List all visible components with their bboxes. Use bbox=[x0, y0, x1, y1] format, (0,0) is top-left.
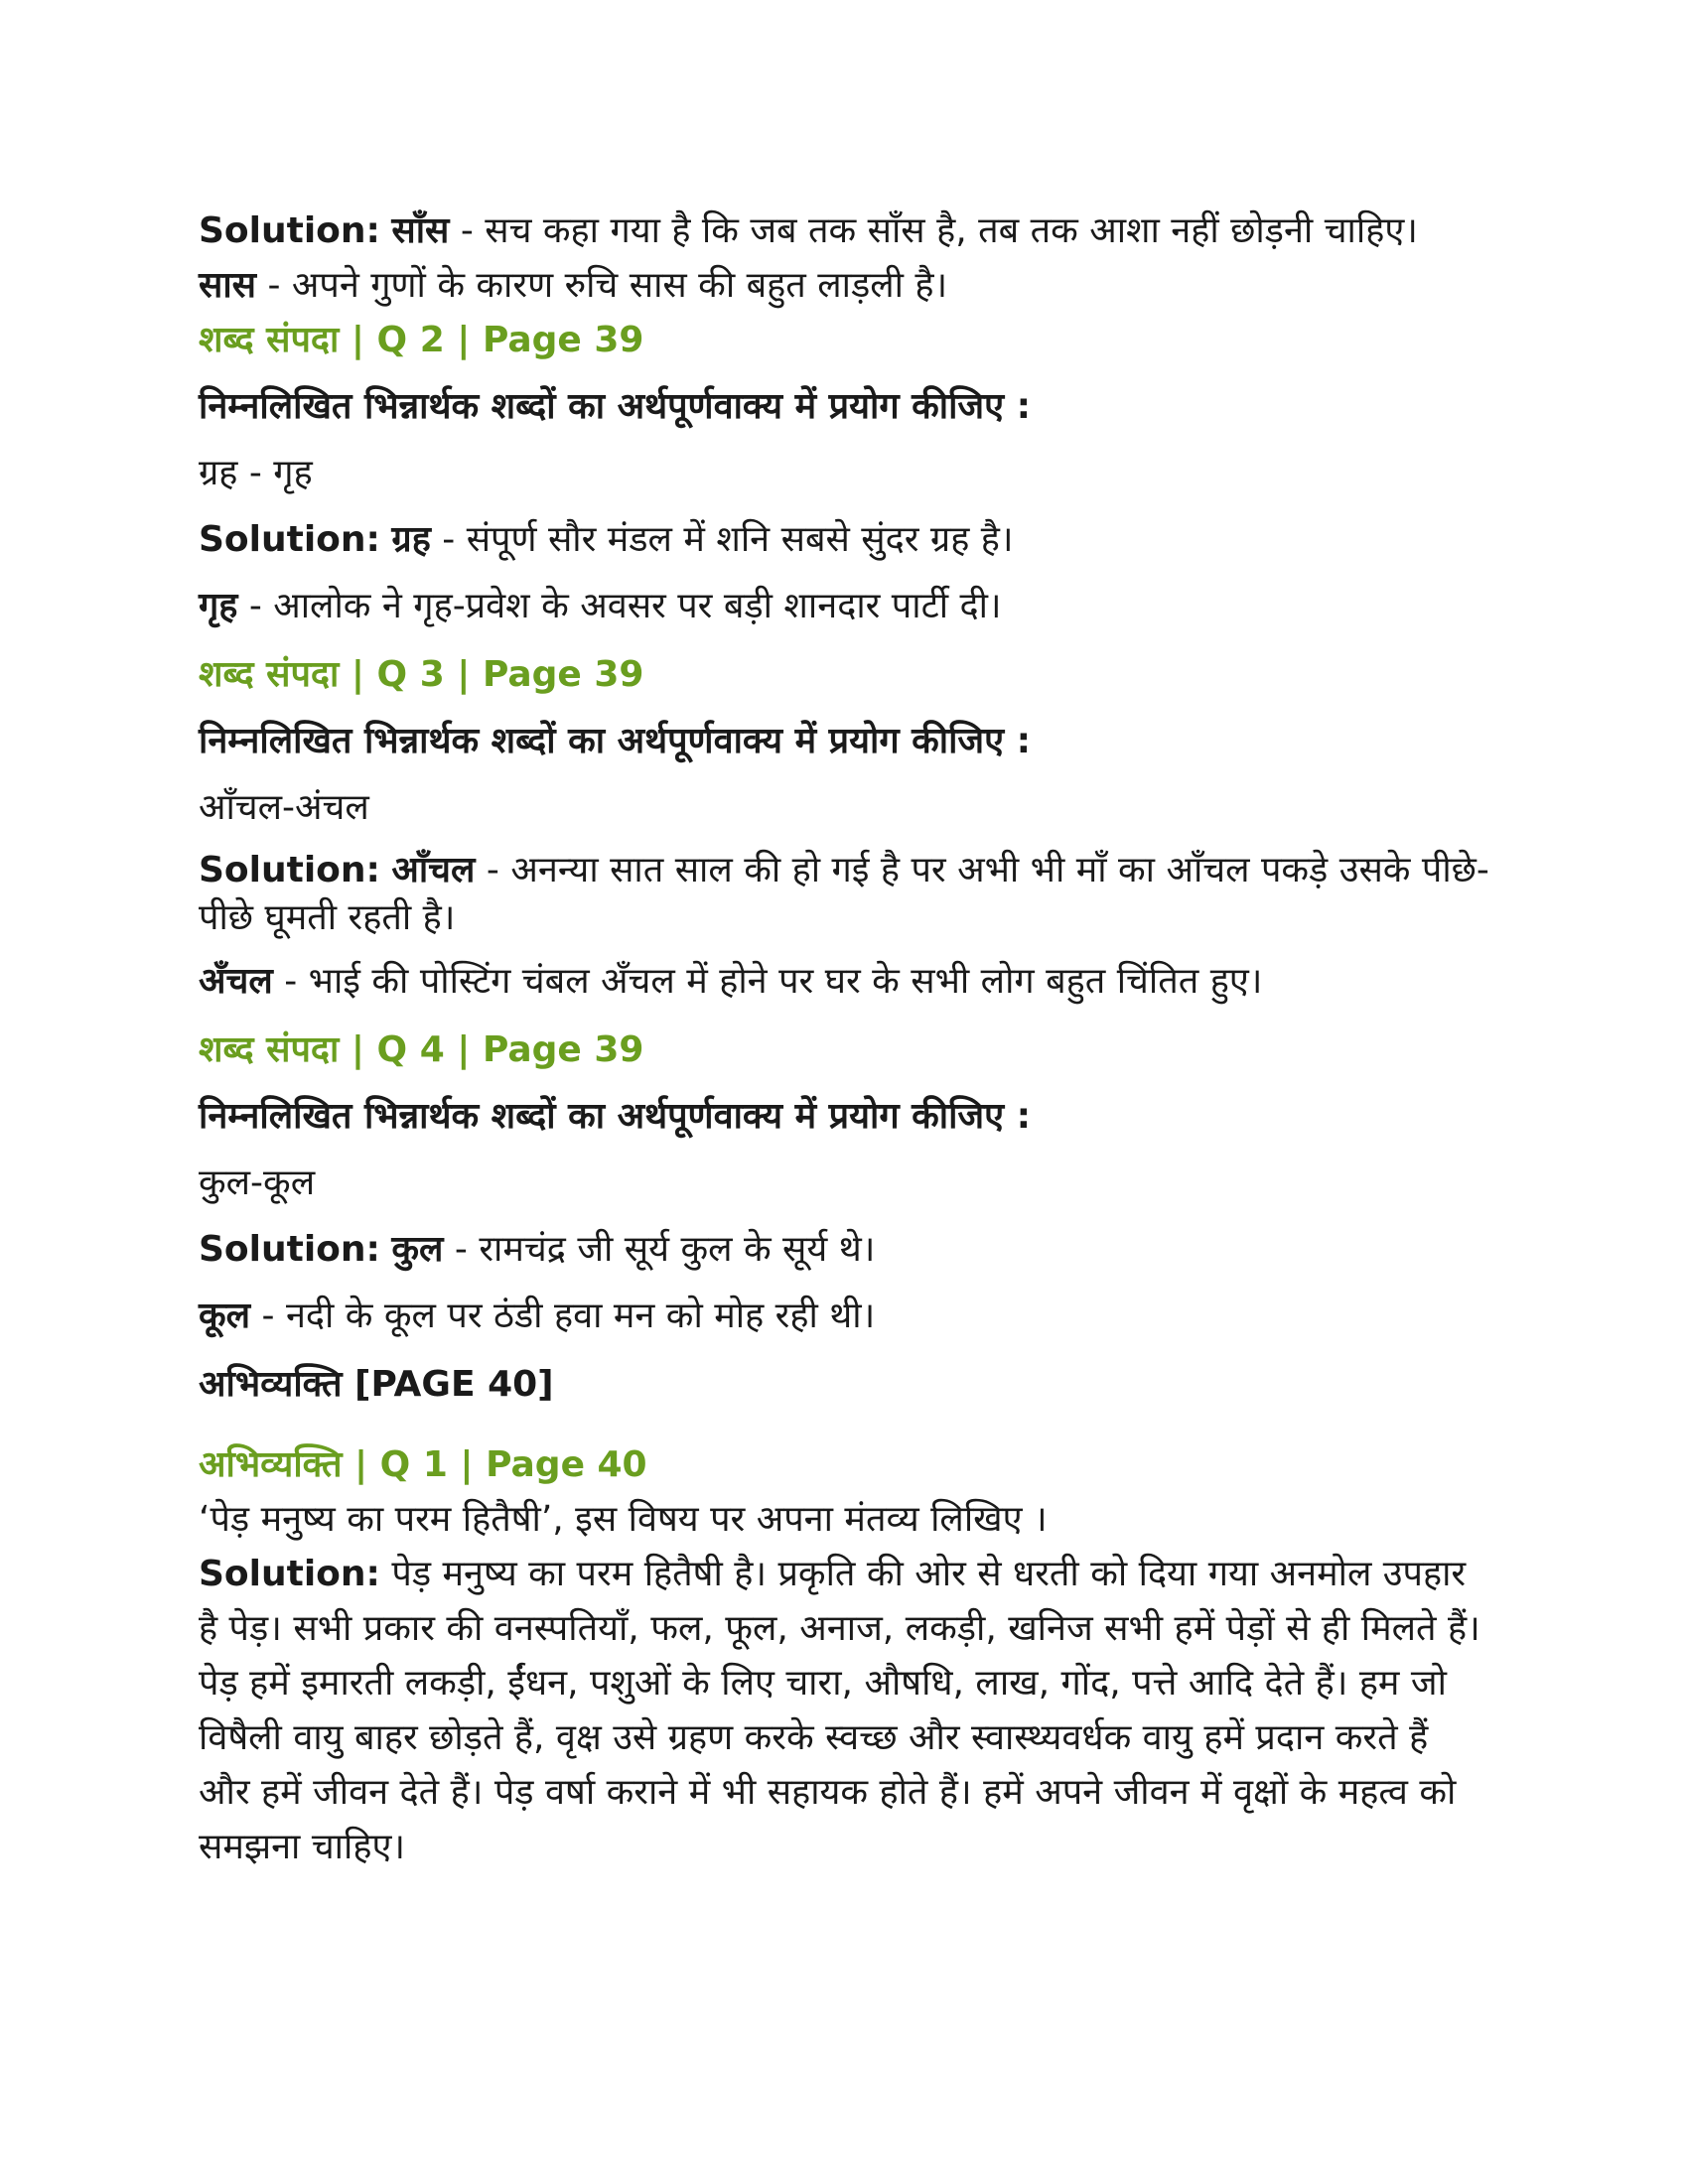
question-text: निम्नलिखित भिन्नार्थक शब्दों का अर्थपूर्णवाक्य में प्रयोग कीजिए : bbox=[199, 721, 1031, 761]
alternate-line bbox=[199, 258, 1489, 313]
alternate-text: - भाई की पोस्टिंग चंबल अँचल में होने पर घर के सभी लोग बहुत चिंतित हुए। bbox=[272, 961, 1263, 1002]
question-heading: शब्द संपदा | Q 2 | Page 39 bbox=[199, 320, 644, 360]
section-title: अभिव्यक्ति bbox=[199, 1364, 343, 1405]
section-heading bbox=[199, 1357, 1489, 1412]
solution-word: ग्रह bbox=[391, 519, 431, 560]
solution-text: - रामचंद्र जी सूर्य कुल के सूर्य थे। bbox=[443, 1229, 876, 1270]
solution-line bbox=[199, 847, 1489, 942]
solution-label: Solution: bbox=[199, 519, 380, 560]
solution-paragraph bbox=[199, 1547, 1489, 1874]
question-heading: शब्द संपदा | Q 3 | Page 39 bbox=[199, 654, 644, 695]
solution-label: Solution: bbox=[199, 210, 380, 251]
alternate-text: - आलोक ने गृह-प्रवेश के अवसर पर बड़ी शानदार पार्टी दी। bbox=[237, 586, 1002, 626]
solution-text: - सच कहा गया है कि जब तक साँस है, तब तक आशा नहीं छोड़नी चाहिए। bbox=[449, 210, 1418, 251]
solution-line bbox=[199, 1222, 1489, 1277]
alternate-text: - अपने गुणों के कारण रुचि सास की बहुत लाड़ली है। bbox=[256, 265, 948, 306]
alternate-word: कूल bbox=[199, 1296, 251, 1336]
solution-text: - अनन्या सात साल की हो गई है पर अभी भी माँ का आँचल पकड़े उसके पीछे-पीछे घूमती रहती है। bbox=[199, 850, 1489, 938]
solution-label: Solution: bbox=[199, 1554, 380, 1594]
word-pair: ग्रह - गृह bbox=[199, 453, 313, 493]
solution-label: Solution: bbox=[199, 850, 380, 890]
alternate-word: सास bbox=[199, 265, 256, 306]
document-page bbox=[199, 204, 1489, 1874]
solution-line bbox=[199, 512, 1489, 567]
alternate-word: गृह bbox=[199, 586, 238, 626]
alternate-line bbox=[199, 954, 1489, 1009]
alternate-line bbox=[199, 579, 1489, 633]
solution-label: Solution: bbox=[199, 1229, 380, 1270]
solution-word: कुल bbox=[391, 1229, 444, 1270]
alternate-word: अँचल bbox=[199, 961, 273, 1002]
question-heading: शब्द संपदा | Q 4 | Page 39 bbox=[199, 1029, 644, 1070]
question-heading: अभिव्यक्ति | Q 1 | Page 40 bbox=[199, 1444, 647, 1485]
question-text: निम्नलिखित भिन्नार्थक शब्दों का अर्थपूर्णवाक्य में प्रयोग कीजिए : bbox=[199, 1096, 1031, 1137]
question-text: निम्नलिखित भिन्नार्थक शब्दों का अर्थपूर्णवाक्य में प्रयोग कीजिए : bbox=[199, 386, 1031, 427]
question-text: ‘पेड़ मनुष्य का परम हितैषी’, इस विषय पर अपना मंतव्य लिखिए । bbox=[199, 1499, 1048, 1540]
solution-text: - संपूर्ण सौर मंडल में शनि सबसे सुंदर ग्रह है। bbox=[430, 519, 1014, 560]
solution-word: साँस bbox=[391, 210, 450, 251]
solution-word: आँचल bbox=[391, 850, 476, 890]
alternate-text: - नदी के कूल पर ठंडी हवा मन को मोह रही थी। bbox=[250, 1296, 876, 1336]
section-page: [PAGE 40] bbox=[354, 1364, 554, 1405]
word-pair: कुल-कूल bbox=[199, 1162, 316, 1203]
solution-line bbox=[199, 204, 1489, 258]
alternate-line bbox=[199, 1289, 1489, 1343]
word-pair: आँचल-अंचल bbox=[199, 787, 369, 828]
solution-text: पेड़ मनुष्य का परम हितैषी है। प्रकृति की ओर से धरती को दिया गया अनमोल उपहार है पेड़। सभी प्रकार की वनस्पतियाँ, फल, फूल, अनाज, लकड़ी, खनिज सभी हमें पेड़ों से ही मिलते हैं। पेड़ हमें इमारती लकड़ी, ईंधन, पशुओं के लिए चारा, औषधि, लाख, गोंद, पत्ते आदि देते हैं। हम जो विषैली वायु बाहर छोड़ते हैं, वृक्ष उसे ग्रहण करके स्वच्छ और स्वास्थ्यवर्धक वायु हमें प्रदान करते हैं और हमें जीवन देते हैं। पेड़ वर्षा कराने में भी सहायक होते हैं। हमें अपने जीवन में वृक्षों के महत्व को समझना चाहिए। bbox=[199, 1554, 1480, 1867]
